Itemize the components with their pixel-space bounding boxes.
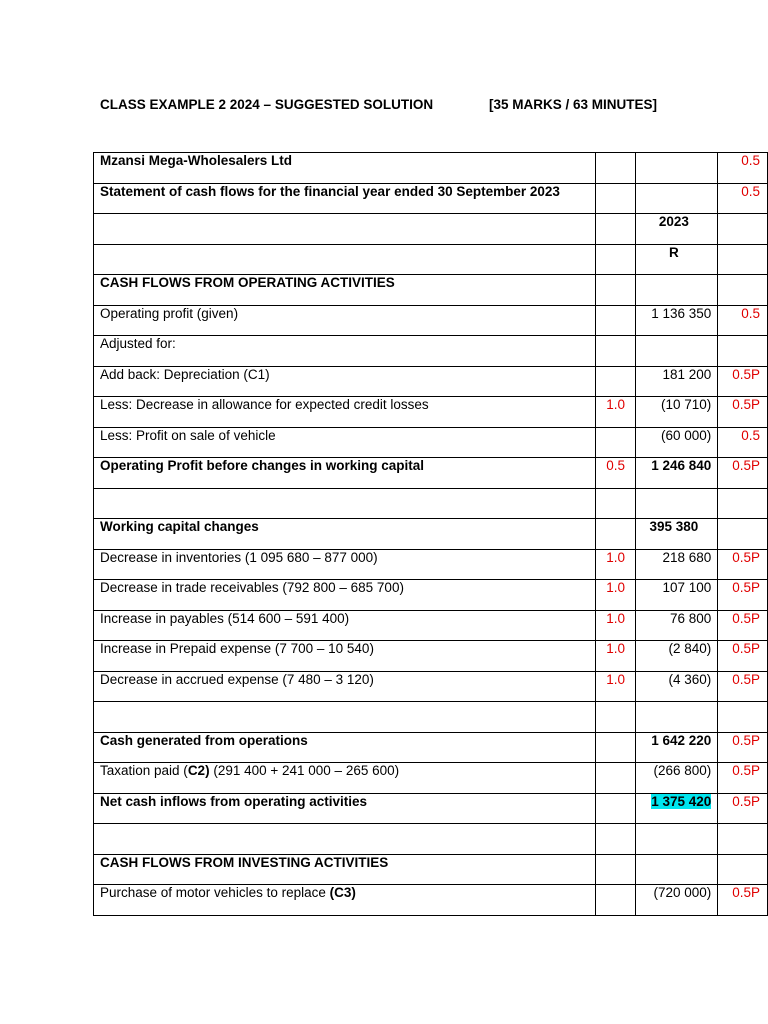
mark-allocation: 0.5P xyxy=(718,793,768,824)
mark-allocation: 0.5P xyxy=(718,366,768,397)
table-row xyxy=(94,854,768,885)
row-description xyxy=(94,183,596,214)
method-mark xyxy=(595,488,635,519)
mark-allocation xyxy=(718,519,768,550)
amount-cell xyxy=(636,397,718,428)
row-description xyxy=(94,885,596,916)
row-description xyxy=(94,275,596,306)
method-mark xyxy=(595,305,635,336)
mark-allocation: 0.5P xyxy=(718,885,768,916)
note-reference: (C3) xyxy=(329,885,356,900)
table-row xyxy=(94,885,768,916)
description-text: CASH FLOWS FROM INVESTING ACTIVITIES xyxy=(100,854,389,870)
description-text: Net cash inflows from operating activities xyxy=(100,793,368,809)
table-row xyxy=(94,458,768,489)
amount-cell xyxy=(636,702,718,733)
row-description xyxy=(94,305,596,336)
heading-title: CLASS EXAMPLE 2 2024 – SUGGESTED SOLUTION xyxy=(100,97,434,112)
description-text: Operating profit (given) xyxy=(100,305,239,321)
amount-cell xyxy=(636,793,718,824)
amount-value: 395 380 xyxy=(649,519,699,534)
method-mark: 1.0 xyxy=(595,671,635,702)
amount-cell xyxy=(636,214,718,245)
amount-value: 218 680 xyxy=(662,549,712,565)
amount-value: (60 000) xyxy=(661,427,712,443)
row-description xyxy=(94,519,596,550)
description-text: Decrease in accrued expense (7 480 – 3 120) xyxy=(100,671,374,687)
table-row xyxy=(94,702,768,733)
method-mark xyxy=(595,702,635,733)
mark-allocation xyxy=(718,854,768,885)
amount-cell xyxy=(636,824,718,855)
description-text: Taxation paid ( xyxy=(100,763,188,778)
mark-allocation: 0.5P xyxy=(718,580,768,611)
description-text: Increase in Prepaid expense (7 700 – 10 540) xyxy=(100,641,374,656)
amount-cell xyxy=(636,641,718,672)
amount-value: R xyxy=(668,244,679,260)
amount-cell xyxy=(636,610,718,641)
method-mark xyxy=(595,366,635,397)
row-description xyxy=(94,336,596,367)
mark-allocation: 0.5P xyxy=(718,610,768,641)
row-description xyxy=(94,641,596,672)
method-mark xyxy=(595,427,635,458)
description-text: Less: Decrease in allowance for expected credit losses xyxy=(100,397,429,412)
row-description xyxy=(94,580,596,611)
amount-cell xyxy=(636,305,718,336)
table-row xyxy=(94,366,768,397)
method-mark xyxy=(595,275,635,306)
table-row xyxy=(94,641,768,672)
amount-cell xyxy=(636,183,718,214)
table-row xyxy=(94,244,768,275)
table-row xyxy=(94,580,768,611)
description-text: (291 400 + 241 000 – 265 600) xyxy=(209,763,400,778)
table-row xyxy=(94,183,768,214)
row-description xyxy=(94,854,596,885)
mark-allocation: 0.5 xyxy=(718,183,768,214)
row-description xyxy=(94,427,596,458)
amount-cell xyxy=(636,458,718,489)
amount-value: 107 100 xyxy=(662,580,712,595)
method-mark xyxy=(595,519,635,550)
amount-value: (720 000) xyxy=(653,885,712,900)
amount-cell xyxy=(636,519,718,550)
amount-cell xyxy=(636,854,718,885)
row-description xyxy=(94,763,596,794)
amount-value: 1 642 220 xyxy=(651,732,712,748)
mark-allocation: 0.5P xyxy=(718,458,768,489)
method-mark xyxy=(595,153,635,184)
mark-allocation: 0.5P xyxy=(718,397,768,428)
table-row xyxy=(94,214,768,245)
amount-value: 1 375 420 xyxy=(651,793,712,809)
method-mark xyxy=(595,214,635,245)
mark-allocation: 0.5P xyxy=(718,641,768,672)
description-text: Statement of cash flows for the financial year ended 30 September 2023 xyxy=(100,183,560,199)
description-text: Working capital changes xyxy=(100,519,259,534)
table-row xyxy=(94,610,768,641)
mark-allocation xyxy=(718,244,768,275)
description-text: Decrease in trade receivables (792 800 – 685 700) xyxy=(100,580,404,595)
row-description xyxy=(94,244,596,275)
row-description xyxy=(94,397,596,428)
method-mark xyxy=(595,885,635,916)
table-row xyxy=(94,275,768,306)
mark-allocation: 0.5 xyxy=(718,305,768,336)
description-text: Adjusted for: xyxy=(100,336,176,351)
mark-allocation xyxy=(718,488,768,519)
table-row xyxy=(94,519,768,550)
table-row xyxy=(94,488,768,519)
note-reference: C2) xyxy=(187,763,210,778)
amount-value: 76 800 xyxy=(670,610,712,626)
method-mark: 1.0 xyxy=(595,610,635,641)
amount-cell xyxy=(636,275,718,306)
amount-value: 2023 xyxy=(658,214,689,229)
method-mark: 1.0 xyxy=(595,549,635,580)
amount-value: (2 840) xyxy=(668,641,712,656)
table-row xyxy=(94,153,768,184)
amount-value: 181 200 xyxy=(662,366,712,382)
row-description xyxy=(94,732,596,763)
row-description xyxy=(94,366,596,397)
table-row xyxy=(94,824,768,855)
mark-allocation xyxy=(718,336,768,367)
method-mark xyxy=(595,824,635,855)
mark-allocation xyxy=(718,214,768,245)
amount-cell xyxy=(636,580,718,611)
method-mark xyxy=(595,793,635,824)
amount-value: (10 710) xyxy=(661,397,712,412)
mark-allocation xyxy=(718,702,768,733)
table-row xyxy=(94,549,768,580)
method-mark xyxy=(595,763,635,794)
table-body xyxy=(94,153,768,916)
mark-allocation: 0.5P xyxy=(718,671,768,702)
amount-value: (4 360) xyxy=(668,671,712,687)
method-mark xyxy=(595,336,635,367)
row-description xyxy=(94,488,596,519)
amount-cell xyxy=(636,885,718,916)
row-description xyxy=(94,214,596,245)
method-mark xyxy=(595,244,635,275)
description-text: Increase in payables (514 600 – 591 400) xyxy=(100,610,350,626)
amount-value: 1 246 840 xyxy=(651,458,712,473)
row-description xyxy=(94,702,596,733)
table-row xyxy=(94,336,768,367)
amount-cell xyxy=(636,763,718,794)
table-row xyxy=(94,671,768,702)
mark-allocation: 0.5 xyxy=(718,427,768,458)
method-mark xyxy=(595,732,635,763)
table-row xyxy=(94,793,768,824)
description-text: Purchase of motor vehicles to replace xyxy=(100,885,330,900)
description-text: Add back: Depreciation (C1) xyxy=(100,366,270,382)
table-row xyxy=(94,427,768,458)
amount-cell xyxy=(636,427,718,458)
mark-allocation xyxy=(718,824,768,855)
amount-value: 1 136 350 xyxy=(651,305,712,321)
amount-cell xyxy=(636,732,718,763)
row-description xyxy=(94,824,596,855)
mark-allocation: 0.5P xyxy=(718,763,768,794)
method-mark: 1.0 xyxy=(595,641,635,672)
method-mark: 1.0 xyxy=(595,397,635,428)
row-description xyxy=(94,671,596,702)
table-row xyxy=(94,732,768,763)
amount-cell xyxy=(636,244,718,275)
row-description xyxy=(94,153,596,184)
amount-cell xyxy=(636,336,718,367)
mark-allocation: 0.5 xyxy=(718,153,768,184)
description-text: CASH FLOWS FROM OPERATING ACTIVITIES xyxy=(100,275,395,290)
heading-marks: [35 MARKS / 63 MINUTES] xyxy=(489,97,658,112)
row-description xyxy=(94,549,596,580)
description-text: Decrease in inventories (1 095 680 – 877 000) xyxy=(100,549,378,565)
table-row xyxy=(94,305,768,336)
row-description xyxy=(94,610,596,641)
method-mark xyxy=(595,854,635,885)
amount-value: (266 800) xyxy=(653,763,712,778)
description-text: Cash generated from operations xyxy=(100,732,308,748)
amount-cell xyxy=(636,366,718,397)
row-description xyxy=(94,793,596,824)
amount-cell xyxy=(636,153,718,184)
mark-allocation: 0.5P xyxy=(718,549,768,580)
amount-cell xyxy=(636,549,718,580)
amount-cell xyxy=(636,671,718,702)
cash-flow-statement-table xyxy=(93,152,768,916)
table-row xyxy=(94,397,768,428)
method-mark xyxy=(595,183,635,214)
document-heading xyxy=(100,97,658,112)
description-text: Less: Profit on sale of vehicle xyxy=(100,427,276,443)
method-mark: 1.0 xyxy=(595,580,635,611)
description-text: Mzansi Mega-Wholesalers Ltd xyxy=(100,153,293,168)
method-mark: 0.5 xyxy=(595,458,635,489)
description-text: Operating Profit before changes in working capital xyxy=(100,458,425,473)
mark-allocation xyxy=(718,275,768,306)
mark-allocation: 0.5P xyxy=(718,732,768,763)
row-description xyxy=(94,458,596,489)
amount-cell xyxy=(636,488,718,519)
table-row xyxy=(94,763,768,794)
